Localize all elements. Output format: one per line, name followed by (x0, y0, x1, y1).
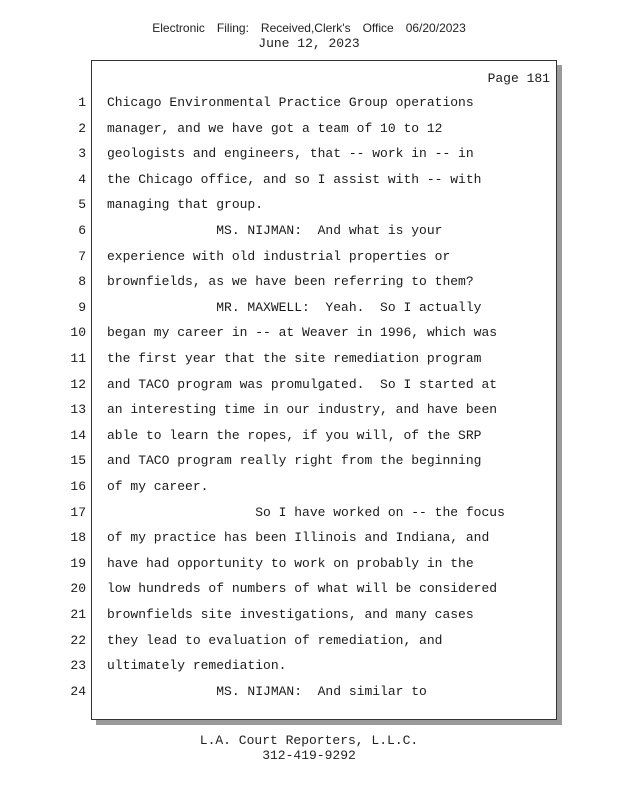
page-number: Page 181 (487, 71, 550, 86)
transcript-line (0, 167, 618, 192)
transcript-line (0, 90, 618, 115)
transcript-line (0, 576, 618, 601)
line-text: and TACO program was promulgated. So I started at (107, 376, 498, 392)
transcript-line (0, 448, 618, 473)
line-number: 13 (70, 402, 86, 418)
transcript-line (0, 500, 618, 525)
transcript-line (0, 525, 618, 550)
footer-company: L.A. Court Reporters, L.L.C. (199, 733, 419, 748)
line-text: experience with old industrial properties or (107, 248, 451, 264)
filing-part-office: Office (362, 21, 394, 35)
transcript-line (0, 679, 618, 704)
transcript-line (0, 244, 618, 269)
line-number: 17 (70, 504, 86, 520)
filing-part-electronic: Electronic (152, 21, 205, 35)
line-text: MR. MAXWELL: Yeah. So I actually (107, 299, 482, 315)
line-text: low hundreds of numbers of what will be considered (107, 581, 498, 597)
transcript-line (0, 423, 618, 448)
line-number: 5 (78, 197, 86, 213)
line-number: 15 (70, 453, 86, 469)
transcript-line (0, 346, 618, 371)
line-text: of my practice has been Illinois and Indiana, and (107, 530, 490, 546)
line-number: 16 (70, 479, 86, 494)
transcript-line (0, 628, 618, 653)
line-number: 10 (70, 325, 86, 341)
transcript-date: June 12, 2023 (258, 36, 360, 51)
line-number: 9 (78, 299, 86, 315)
line-number: 19 (70, 555, 86, 571)
line-number: 14 (70, 427, 86, 443)
line-number: 12 (70, 376, 86, 392)
line-text: ultimately remediation. (107, 658, 287, 674)
transcript-line (0, 653, 618, 678)
transcript-line (0, 218, 618, 243)
transcript-line (0, 192, 618, 217)
line-text: So I have worked on -- the focus (107, 504, 505, 520)
line-text: able to learn the ropes, if you will, of the SRP (107, 427, 482, 443)
line-text: Chicago Environmental Practice Group operations (107, 95, 474, 110)
electronic-filing-stamp (0, 21, 618, 35)
transcript-line (0, 602, 618, 627)
line-number: 11 (70, 351, 86, 366)
line-number: 23 (70, 658, 86, 674)
transcript-line (0, 397, 618, 422)
line-text: MS. NIJMAN: And similar to (107, 683, 427, 699)
line-number: 1 (78, 95, 86, 110)
line-number: 20 (70, 581, 86, 597)
transcript-line (0, 116, 618, 141)
line-text: of my career. (107, 479, 209, 494)
line-text: an interesting time in our industry, and have been (107, 402, 498, 418)
line-number: 6 (78, 223, 86, 238)
transcript-line (0, 320, 618, 345)
filing-part-date: 06/20/2023 (405, 21, 466, 35)
footer-phone: 312-419-9292 (262, 748, 356, 763)
line-number: 21 (70, 607, 86, 622)
filing-part-received: Received,Clerk's (260, 21, 351, 35)
filing-part-filing: Filing: (216, 21, 249, 35)
line-number: 3 (78, 146, 86, 162)
line-number: 18 (70, 530, 86, 546)
line-text: began my career in -- at Weaver in 1996, which was (107, 325, 498, 341)
line-text: manager, and we have got a team of 10 to 12 (107, 120, 443, 136)
line-number: 2 (78, 120, 86, 136)
line-text: and TACO program really right from the beginning (107, 453, 482, 469)
line-text: the first year that the site remediation program (107, 351, 482, 366)
line-text: MS. NIJMAN: And what is your (107, 223, 443, 238)
line-number: 22 (70, 632, 86, 648)
transcript-line (0, 141, 618, 166)
transcript-line (0, 295, 618, 320)
line-number: 24 (70, 683, 86, 699)
line-text: brownfields site investigations, and many cases (107, 607, 474, 622)
transcript-line (0, 269, 618, 294)
line-text: have had opportunity to work on probably in the (107, 555, 474, 571)
transcript-line (0, 372, 618, 397)
line-text: they lead to evaluation of remediation, and (107, 632, 443, 648)
line-number: 4 (78, 171, 86, 187)
line-text: brownfields, as we have been referring to them? (107, 274, 474, 290)
line-text: the Chicago office, and so I assist with -- with (107, 171, 482, 187)
line-text: geologists and engineers, that -- work in -- in (107, 146, 474, 162)
transcript-line (0, 551, 618, 576)
transcript-line (0, 474, 618, 499)
line-number: 8 (78, 274, 86, 290)
line-number: 7 (78, 248, 86, 264)
line-text: managing that group. (107, 197, 264, 213)
